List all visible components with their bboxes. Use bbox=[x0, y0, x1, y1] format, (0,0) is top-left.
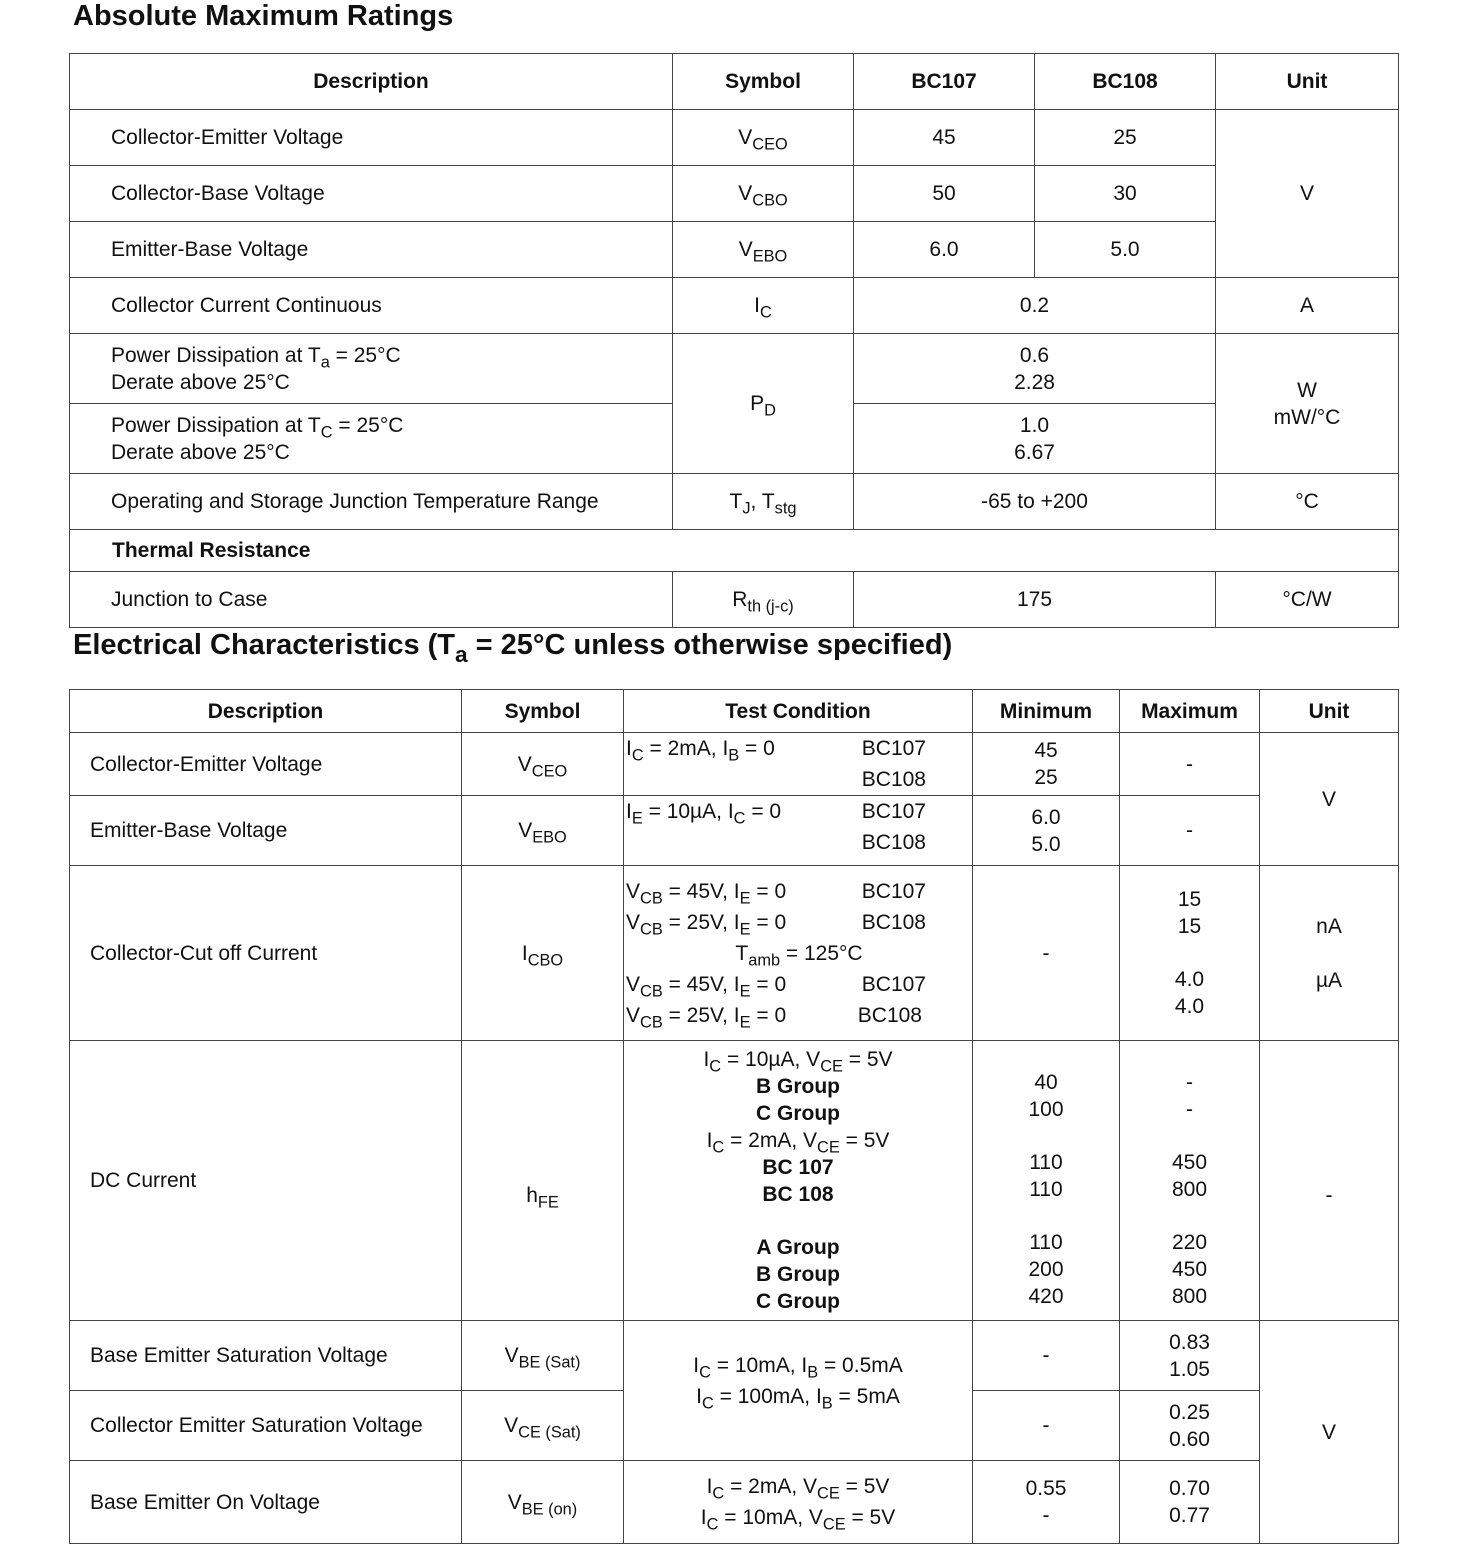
row-description: Base Emitter On Voltage bbox=[70, 1461, 462, 1544]
col-header-minimum: Minimum bbox=[973, 690, 1120, 733]
table-row bbox=[70, 334, 1399, 404]
test-condition: $I_C = 10\mu A$, $V_{CE} = 5V$ B Group C Group $I_C = 2mA$, $V_{CE} = 5V$ BC 107 BC 108 A Group B Group C Group bbox=[624, 1041, 973, 1321]
shared-value: 0.6 2.28 bbox=[854, 334, 1216, 404]
bc107-value: 45 bbox=[854, 110, 1035, 166]
table-row bbox=[70, 110, 1399, 166]
row-description: Collector Current Continuous bbox=[70, 278, 673, 334]
row-symbol: $I_{CBO}$ bbox=[462, 866, 624, 1041]
bc108-value: 25 bbox=[1035, 110, 1216, 166]
table-row bbox=[70, 572, 1399, 628]
row-symbol: $T_J$, $T_{stg}$ bbox=[673, 474, 854, 530]
table-row bbox=[70, 1321, 1399, 1391]
maximum-value: 0.70 0.77 bbox=[1120, 1461, 1260, 1544]
col-header-symbol: Symbol bbox=[673, 54, 854, 110]
table-row bbox=[70, 166, 1399, 222]
unit-cell: °C bbox=[1216, 474, 1399, 530]
col-header-description: Description bbox=[70, 690, 462, 733]
maximum-value: 0.25 0.60 bbox=[1120, 1391, 1260, 1461]
shared-value: 175 bbox=[854, 572, 1216, 628]
minimum-value: 40 100 110 110 110 200 420 bbox=[973, 1041, 1120, 1321]
section-row bbox=[70, 530, 1399, 572]
row-symbol: $V_{BE (on)}$ bbox=[462, 1461, 624, 1544]
row-description: Operating and Storage Junction Temperature Range bbox=[70, 474, 673, 530]
thermal-resistance-heading: Thermal Resistance bbox=[70, 530, 1399, 572]
col-header-symbol: Symbol bbox=[462, 690, 624, 733]
minimum-value: - bbox=[973, 1321, 1120, 1391]
table-row bbox=[70, 866, 1399, 1041]
unit-cell: - bbox=[1260, 1041, 1399, 1321]
table-row bbox=[70, 278, 1399, 334]
row-symbol: $V_{EBO}$ bbox=[462, 796, 624, 866]
row-symbol: $V_{EBO}$ bbox=[673, 222, 854, 278]
row-description: Collector-Emitter Voltage bbox=[70, 110, 673, 166]
maximum-value: - bbox=[1120, 796, 1260, 866]
row-description: Junction to Case bbox=[70, 572, 673, 628]
maximum-value: - bbox=[1120, 733, 1260, 796]
row-description: Collector-Emitter Voltage bbox=[70, 733, 462, 796]
bc108-value: 5.0 bbox=[1035, 222, 1216, 278]
test-condition: $I_E = 10\mu A$, $I_C = 0$ BC107 BC108 bbox=[624, 796, 973, 866]
electrical-characteristics-table bbox=[69, 689, 1399, 1544]
unit-cell: nA µA bbox=[1260, 866, 1399, 1041]
absolute-maximum-ratings-title: Absolute Maximum Ratings bbox=[73, 0, 454, 32]
row-description: Collector-Base Voltage bbox=[70, 166, 673, 222]
row-symbol: $V_{BE (Sat)}$ bbox=[462, 1321, 624, 1391]
unit-cell: °C/W bbox=[1216, 572, 1399, 628]
col-header-unit: Unit bbox=[1216, 54, 1399, 110]
row-symbol: $V_{CBO}$ bbox=[673, 166, 854, 222]
unit-cell: V bbox=[1260, 1321, 1399, 1544]
header-row bbox=[70, 690, 1399, 733]
table-row bbox=[70, 474, 1399, 530]
col-header-unit: Unit bbox=[1260, 690, 1399, 733]
row-symbol: $V_{CE (Sat)}$ bbox=[462, 1391, 624, 1461]
row-description: DC Current bbox=[70, 1041, 462, 1321]
table-row bbox=[70, 222, 1399, 278]
table-row bbox=[70, 1041, 1399, 1321]
row-symbol: $V_{CEO}$ bbox=[673, 110, 854, 166]
shared-value: 0.2 bbox=[854, 278, 1216, 334]
minimum-value: 6.0 5.0 bbox=[973, 796, 1120, 866]
unit-cell: V bbox=[1216, 110, 1399, 278]
minimum-value: - bbox=[973, 1391, 1120, 1461]
table-row bbox=[70, 1461, 1399, 1544]
shared-value: -65 to +200 bbox=[854, 474, 1216, 530]
minimum-value: 0.55 - bbox=[973, 1461, 1120, 1544]
minimum-value: 45 25 bbox=[973, 733, 1120, 796]
row-symbol: $V_{CEO}$ bbox=[462, 733, 624, 796]
bc108-value: 30 bbox=[1035, 166, 1216, 222]
unit-cell: W mW/°C bbox=[1216, 334, 1399, 474]
minimum-value: - bbox=[973, 866, 1120, 1041]
col-header-bc107: BC107 bbox=[854, 54, 1035, 110]
test-condition: $V_{CB} = 45V$, $I_E = 0$ BC107 $V_{CB} = 25V$, $I_E = 0$ BC108 $T_{amb} = 125^\circ C$ $V_{CB} = 45V$, $I_E = 0$ BC107 $V_{CB} = 25V$, $I_E = 0$ BC108 bbox=[624, 866, 973, 1041]
row-description: Emitter-Base Voltage bbox=[70, 796, 462, 866]
maximum-value: 15 15 4.0 4.0 bbox=[1120, 866, 1260, 1041]
absolute-maximum-ratings-table bbox=[69, 53, 1399, 628]
row-symbol: $P_D$ bbox=[673, 334, 854, 474]
header-row bbox=[70, 54, 1399, 110]
row-symbol: $I_C$ bbox=[673, 278, 854, 334]
row-symbol: $h_{FE}$ bbox=[462, 1041, 624, 1321]
unit-cell: V bbox=[1260, 733, 1399, 866]
table-row bbox=[70, 796, 1399, 866]
row-description: Base Emitter Saturation Voltage bbox=[70, 1321, 462, 1391]
table-row bbox=[70, 733, 1399, 796]
maximum-value: - - 450 800 220 450 800 bbox=[1120, 1041, 1260, 1321]
maximum-value: 0.83 1.05 bbox=[1120, 1321, 1260, 1391]
row-description: Collector-Cut off Current bbox=[70, 866, 462, 1041]
row-description: Power Dissipation at $T_a = 25^\circ C$ Derate above 25°C bbox=[70, 334, 673, 404]
row-symbol: $R_{th (j-c)}$ bbox=[673, 572, 854, 628]
col-header-maximum: Maximum bbox=[1120, 690, 1260, 733]
row-description: Power Dissipation at $T_C = 25^\circ C$ Derate above 25°C bbox=[70, 404, 673, 474]
unit-cell: A bbox=[1216, 278, 1399, 334]
test-condition: $I_C = 10mA$, $I_B = 0.5mA$ $I_C = 100mA$, $I_B = 5mA$ bbox=[624, 1321, 973, 1461]
shared-value: 1.0 6.67 bbox=[854, 404, 1216, 474]
row-description: Collector Emitter Saturation Voltage bbox=[70, 1391, 462, 1461]
test-condition: $I_C = 2mA$, $I_B = 0$ BC107 BC108 bbox=[624, 733, 973, 796]
row-description: Emitter-Base Voltage bbox=[70, 222, 673, 278]
bc107-value: 6.0 bbox=[854, 222, 1035, 278]
col-header-bc108: BC108 bbox=[1035, 54, 1216, 110]
electrical-characteristics-title: Electrical Characteristics ($T_a = 25^\circ C$ unless otherwise specified) bbox=[73, 629, 953, 667]
bc107-value: 50 bbox=[854, 166, 1035, 222]
col-header-test-condition: Test Condition bbox=[624, 690, 973, 733]
test-condition: $I_C = 2mA$, $V_{CE} = 5V$ $I_C = 10mA$, $V_{CE} = 5V$ bbox=[624, 1461, 973, 1544]
col-header-description: Description bbox=[70, 54, 673, 110]
